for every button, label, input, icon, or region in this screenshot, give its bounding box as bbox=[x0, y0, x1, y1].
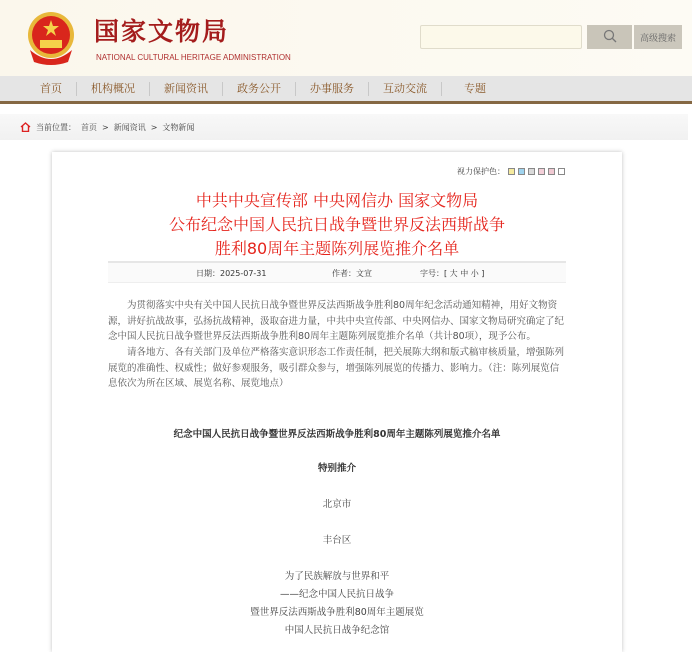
article-author: 作者：文宣 bbox=[332, 269, 372, 278]
search-button[interactable] bbox=[587, 25, 632, 49]
eye-color-blue[interactable] bbox=[518, 168, 525, 175]
font-size-selector[interactable]: 字号：[ 大 中 小 ] bbox=[420, 269, 485, 278]
nav-about[interactable]: 机构概况 bbox=[77, 82, 150, 96]
search-input[interactable] bbox=[420, 25, 582, 49]
article-date: 日期：2025-07-31 bbox=[196, 269, 267, 278]
search-icon bbox=[603, 29, 617, 43]
exhibit-line: 暨世界反法西斯战争胜利80周年主题展览 bbox=[250, 607, 424, 618]
article-title-line: 胜利80周年主题陈列展览推介名单 bbox=[214, 239, 460, 258]
article-meta bbox=[108, 261, 566, 283]
exhibit-line: 为了民族解放与世界和平 bbox=[284, 571, 390, 582]
advanced-search-button[interactable]: 高级搜索 bbox=[634, 25, 682, 49]
eye-color-rose[interactable] bbox=[548, 168, 555, 175]
breadcrumb-news[interactable]: 新闻资讯 bbox=[113, 122, 146, 132]
exhibit-venue: 中国人民抗日战争纪念馆 bbox=[284, 625, 390, 636]
article-paragraph: 请各地方、各有关部门及单位严格落实意识形态工作责任制，把关展陈大纲和版式稿审核质量，增强陈列展览的准确性、权威性；做好参观服务，吸引群众参与，增强陈列展览的传播力、影响力。（注：陈列展览信息依次为所在区域、展览名称、展览地点） bbox=[108, 347, 565, 389]
breadcrumb bbox=[0, 114, 688, 140]
nav-topics[interactable]: 专题 bbox=[464, 81, 486, 95]
district-heading: 丰台区 bbox=[322, 535, 352, 546]
national-emblem-logo bbox=[24, 10, 78, 66]
site-title-english: NATIONAL CULTURAL HERITAGE ADMINISTRATION bbox=[96, 53, 291, 62]
home-icon bbox=[20, 122, 31, 132]
site-header bbox=[0, 0, 692, 76]
site-title[interactable]: 国家文物局 bbox=[94, 17, 230, 46]
nav-home[interactable]: 首页 bbox=[26, 82, 77, 96]
nav-services[interactable]: 办事服务 bbox=[296, 82, 369, 96]
section-heading: 特别推介 bbox=[317, 463, 356, 474]
eye-color-gray[interactable] bbox=[528, 168, 535, 175]
eye-color-yellow[interactable] bbox=[508, 168, 515, 175]
article-title-line: 中共中央宣传部 中央网信办 国家文物局 bbox=[195, 191, 479, 210]
eye-care-colors bbox=[457, 166, 565, 177]
eye-color-pink[interactable] bbox=[538, 168, 545, 175]
main-nav bbox=[0, 76, 692, 104]
breadcrumb-separator: > bbox=[150, 122, 158, 132]
city-heading: 北京市 bbox=[322, 499, 352, 510]
breadcrumb-label: 当前位置： bbox=[36, 122, 76, 132]
nav-interaction[interactable]: 互动交流 bbox=[369, 82, 442, 96]
nav-government-affairs[interactable]: 政务公开 bbox=[223, 82, 296, 96]
breadcrumb-home[interactable]: 首页 bbox=[81, 122, 97, 132]
eye-care-label: 视力保护色： bbox=[457, 167, 505, 176]
breadcrumb-separator: > bbox=[102, 122, 109, 132]
exhibit-line: ——纪念中国人民抗日战争 bbox=[279, 589, 394, 600]
article-panel bbox=[52, 152, 622, 652]
list-title: 纪念中国人民抗日战争暨世界反法西斯战争胜利80周年主题陈列展览推介名单 bbox=[173, 429, 501, 440]
breadcrumb-heritage-news[interactable]: 文物新闻 bbox=[162, 122, 195, 132]
article-paragraph: 为贯彻落实中央有关中国人民抗日战争暨世界反法西斯战争胜利80周年纪念活动通知精神，用好文物资源，讲好抗战故事，弘扬抗战精神，汲取奋进力量，中共中央宣传部、中央网信办、国家文物局研究确定了纪念中国人民抗日战争暨世界反法西斯战争胜利80周年主题陈列展览推介名单（共计80项），现予公布。 bbox=[108, 300, 565, 342]
eye-color-white[interactable] bbox=[558, 168, 565, 175]
nav-news[interactable]: 新闻资讯 bbox=[150, 82, 223, 96]
article-title-line: 公布纪念中国人民抗日战争暨世界反法西斯战争 bbox=[168, 215, 505, 234]
